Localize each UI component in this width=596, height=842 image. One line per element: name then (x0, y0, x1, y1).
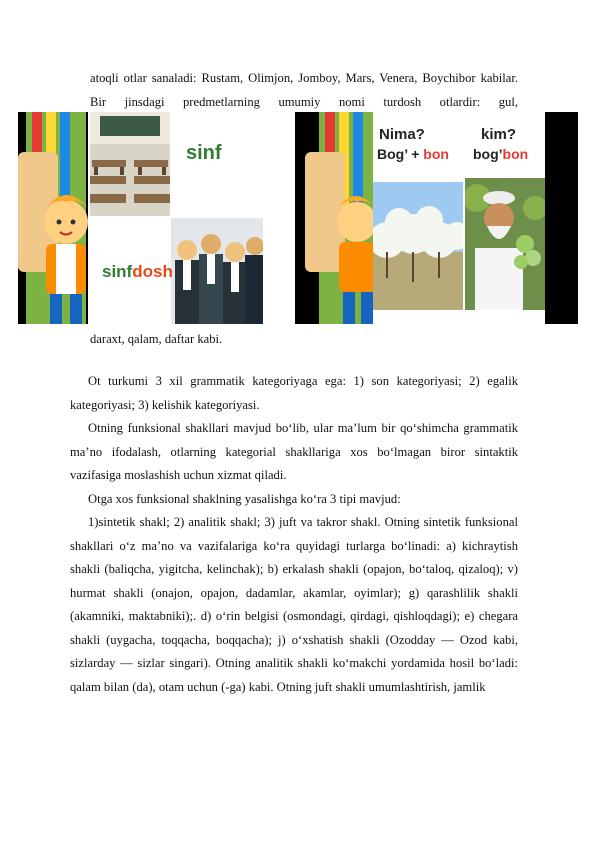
slide-word-sinfdosh (102, 262, 173, 282)
paragraph-functional-forms: Otning funksional shakllari mavjud bo‘lib, ular ma’lum bir qo‘shimcha grammatik ma’no ifodalash, otlarning kategorial shakllariga xos bo‘lmagan biror sintaktik vazifasiga moslashish uchun xizmat qiladi. (70, 421, 518, 482)
sinfdosh-root: sinf (102, 262, 133, 281)
slide-word-sinf: sinf (186, 142, 222, 164)
answer-bogbon (473, 146, 528, 162)
answer-suffix: bon (502, 146, 529, 162)
classmates-photo (171, 218, 263, 324)
image-caption: daraxt, qalam, daftar kabi. (90, 332, 223, 346)
classroom-photo (90, 112, 170, 216)
school-boy-illustration (295, 112, 375, 324)
gardener-photo (465, 178, 545, 310)
body-text (70, 370, 518, 699)
answer-root: bog’ (473, 146, 503, 162)
slide-sinf-image (18, 112, 263, 324)
question-kim: kim? (481, 126, 517, 143)
equation-root: Bog’ + (377, 146, 424, 162)
sinfdosh-suffix: dosh (132, 262, 173, 281)
school-boy-illustration (18, 112, 98, 324)
paragraph-categories: Ot turkumi 3 xil grammatik kategoriyaga ega: 1) son kategoriyasi; 2) egalik kategoriyasi; 3) kelishik kategoriyasi. (70, 374, 518, 412)
equation-suffix: bon (423, 146, 449, 162)
question-nima: Nima? (379, 126, 425, 143)
paragraph-form-types: Otga xos funksional shaklning yasalishga ko‘ra 3 tipi mavjud: (88, 491, 401, 506)
equation-bog-bon (377, 146, 449, 162)
slide-bogbon-image (295, 112, 578, 324)
top-paragraph: atoqli otlar sanaladi: Rustam, Olimjon, Jomboy, Mars, Venera, Boychibor kabilar. Bir jinsdagi predmetlarning umumiy nomi turdosh otlardir: gul, (90, 71, 518, 109)
paragraph-synthetic-forms: 1)sintetik shakl; 2) analitik shakl; 3) juft va takror shakl. Otning sintetik funksional shakllari o‘z ma’no va vazifalariga ko‘ra quyidagi turlarga bo‘linadi: a) kichraytish shakli (baliqcha, yigitcha, kelinchak); b) erkalash shakli (opajon, bo‘taloq, qizaloq); v) hurmat shakli (onajon, opajon, dadamlar, akamlar, oyimlar); g) qarashlilik shakli (akamniki, maktabniki);. d) o‘rin belgisi (osmondagi, qirdagi, qishloqdagi); e) chegara shakli (uygacha, toqqacha, boqqacha); j) o‘xshatish shakli (Ozodday — Ozod kabi, sizlarday — sizlar singari). Otning analitik shakli ko‘makchi yordamida hosil bo‘ladi: qalam bilan (da), otam uchun (-ga) kabi. Otning juft shakli umumlashtirish, jamlik (70, 515, 518, 694)
orchard-photo (373, 182, 463, 310)
